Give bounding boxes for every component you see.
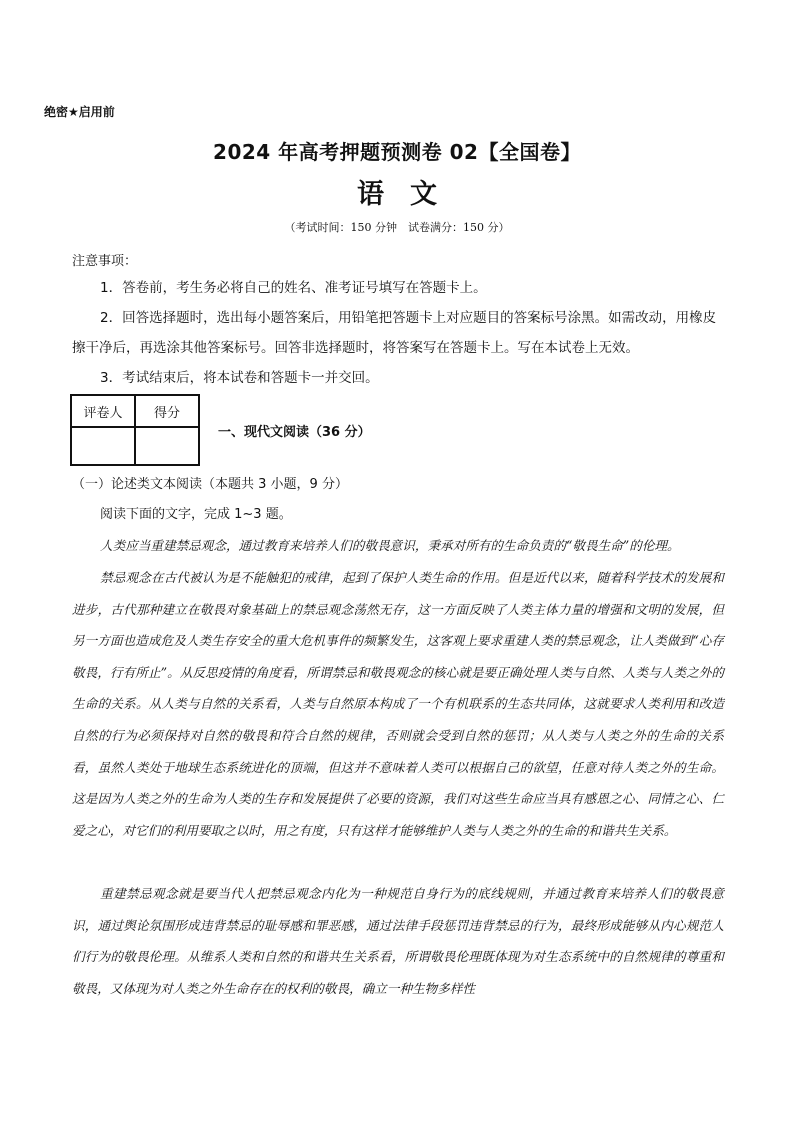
subject-title: 语文 (357, 179, 463, 210)
reviewer-cell[interactable] (71, 427, 135, 465)
passage-paragraph-3: 重建禁忌观念就是要当代人把禁忌观念内化为一种规范自身行为的底线规则，并通过教育来培养人们的敬畏意识，通过舆论氛围形成违背禁忌的耻辱感和罪恶感，通过法律手段惩罚违背禁忌的行为，最终形成能够从内心规范人们行为的敬畏伦理。从维系人类和自然的和谐共生关系看，所谓敬畏伦理既体现为对生态系统中的自然规律的尊重和敬畏，又体现为对人类之外生命存在的权利的敬畏，确立一种生物多样性 (72, 886, 724, 996)
exam-info: （考试时间：150 分钟 试卷满分：150 分） (284, 221, 510, 234)
score-table (70, 394, 200, 466)
sub-section-heading: （一）论述类文本阅读（本题共 3 小题，9 分） (72, 477, 348, 492)
passage-paragraph-1: 人类应当重建禁忌观念，通过教育来培养人们的敬畏意识，秉承对所有的生命负责的“敬畏生命”的伦理。 (100, 538, 680, 553)
notice-item-3: 3．考试结束后，将本试卷和答题卡一并交回。 (100, 370, 379, 386)
reading-instruction: 阅读下面的文字，完成 1~3 题。 (100, 507, 292, 522)
reviewer-label: 评卷人 (71, 395, 135, 427)
confidential-mark: 绝密★启用前 (44, 105, 115, 119)
score-label: 得分 (135, 395, 199, 427)
section-heading: 一、现代文阅读（36 分） (218, 425, 371, 440)
passage-paragraph-2: 禁忌观念在古代被认为是不能触犯的戒律，起到了保护人类生命的作用。但是近代以来，随着科学技术的发展和进步，古代那种建立在敬畏对象基础上的禁忌观念荡然无存，这一方面反映了人类主体力量的增强和文明的发展，但另一方面也造成危及人类生存安全的重大危机事件的频繁发生，这客观上要求重建人类的禁忌观念，让人类做到“心存敬畏，行有所止”。从反思疫情的角度看，所谓禁忌和敬畏观念的核心就是要正确处理人类与自然、人类与人类之外的生命的关系。从人类与自然的关系看，人类与自然原本构成了一个有机联系的生态共同体，这就要求人类利用和改造自然的行为必须保持对自然的敬畏和符合自然的规律，否则就会受到自然的惩罚；从人类与人类之外的生命的关系看，虽然人类处于地球生态系统进化的顶端，但这并不意味着人类可以根据自己的欲望，任意对待人类之外的生命。这是因为人类之外的生命为人类的生存和发展提供了必要的资源，我们对这些生命应当具有感恩之心、同情之心、仁爱之心，对它们的利用要取之以时，用之有度，只有这样才能够维护人类与人类之外的生命的和谐共生关系。 (72, 570, 724, 838)
notice-heading: 注意事项： (72, 254, 138, 269)
notice-item-2: 2．回答选择题时，选出每小题答案后，用铅笔把答题卡上对应题目的答案标号涂黑。如需改动，用橡皮擦干净后，再选涂其他答案标号。回答非选择题时，将答案写在答题卡上。写在本试卷上无效。 (72, 310, 717, 356)
notice-item-1: 1．答卷前，考生务必将自己的姓名、准考证号填写在答题卡上。 (100, 280, 487, 296)
exam-title: 2024 年高考押题预测卷 02【全国卷】 (213, 140, 581, 164)
score-cell[interactable] (135, 427, 199, 465)
